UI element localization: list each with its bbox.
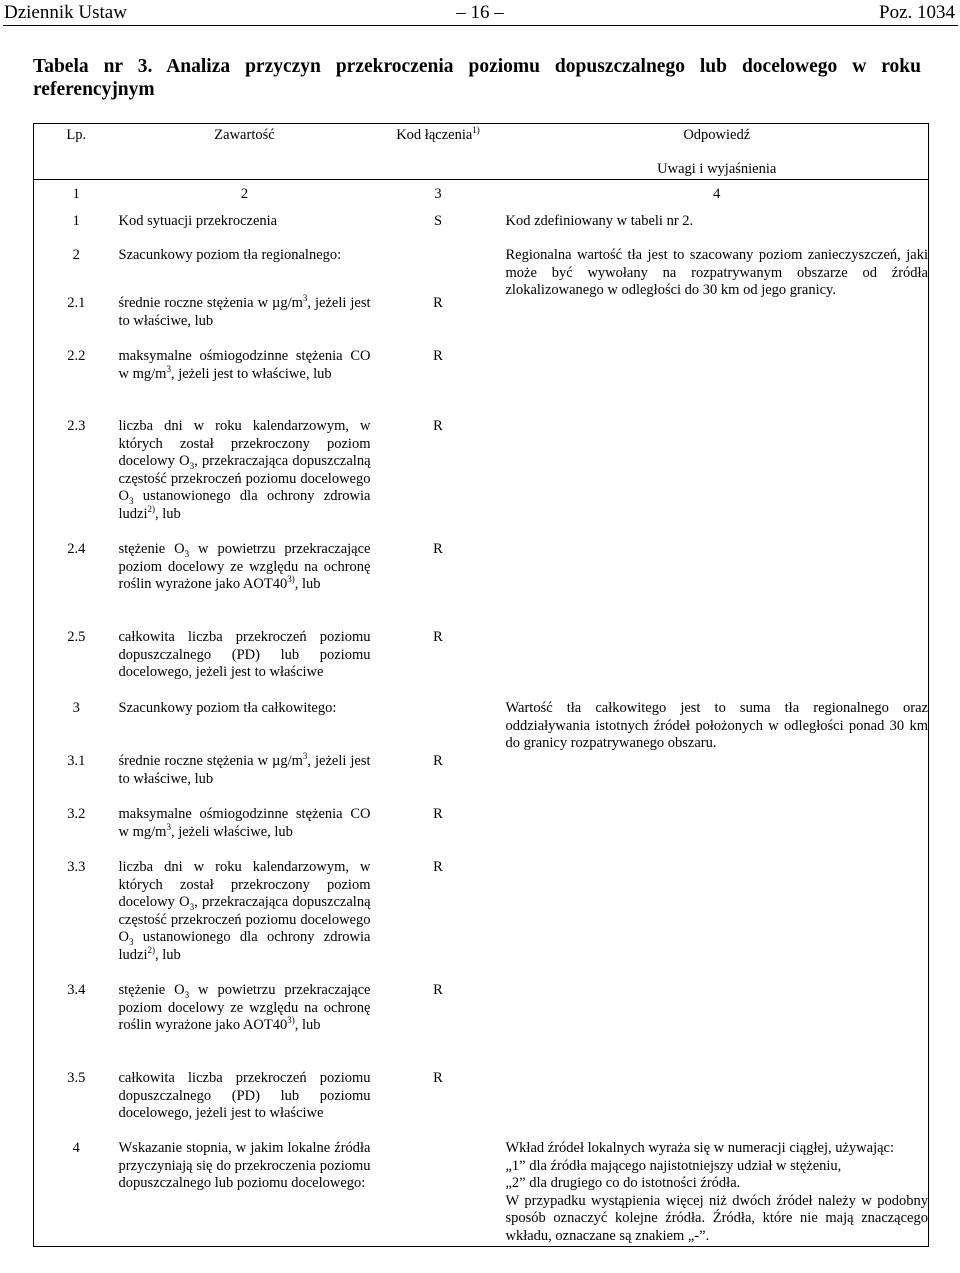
table-row bbox=[34, 418, 929, 541]
row-lp: 2 bbox=[72, 247, 80, 263]
row-lp: 3 bbox=[72, 700, 80, 716]
analysis-table bbox=[33, 123, 929, 1247]
row-code: R bbox=[433, 541, 443, 557]
row-lp: 2.4 bbox=[67, 541, 86, 557]
row-answer: Wartość tła całkowitego jest to suma tła regionalnego oraz oddziaływania istotnych źródeł położonych w odległości ponad 30 km do granicy rozpatrywanego obszaru. bbox=[505, 700, 928, 751]
row-content: Szacunkowy poziom tła całkowitego: bbox=[118, 700, 337, 716]
table-row bbox=[34, 1140, 929, 1247]
row-lp: 3.3 bbox=[67, 859, 86, 875]
row-answer: Wkład źródeł lokalnych wyraża się w numeracji ciągłej, używając: „1” dla źródła mającego najistotniejszy udział w stężeniu, „2” dla drugiego co do istotności źródła. W przypadku wystąpienia więcej niż dwóch źródeł należy w podobny sposób oznaczyć kolejne źródła. Źródła, które nie mają znaczącego wkładu, oznaczane są znakiem „-”. bbox=[505, 1140, 928, 1244]
header-answer: Odpowiedź Uwagi i wyjaśnienia bbox=[657, 127, 777, 177]
row-content: Szacunkowy poziom tła regionalnego: bbox=[118, 247, 342, 263]
row-content: średnie roczne stężenia w $\mu g/m^3$, jeżeli jest to właściwe, lub bbox=[118, 293, 371, 329]
table-title: Tabela nr 3. Analiza przyczyn przekroczenia poziomu dopuszczalnego lub docelowego w roku referencyjnym bbox=[33, 56, 921, 100]
row-lp: 2.2 bbox=[67, 348, 86, 364]
colnum-4: 4 bbox=[713, 186, 721, 202]
table-row bbox=[34, 541, 929, 629]
row-lp: 2.1 bbox=[67, 295, 86, 311]
header-code: Kod łączenia$^{1)}$ bbox=[396, 125, 480, 143]
table-row bbox=[34, 859, 929, 982]
row-lp: 3.5 bbox=[67, 1070, 86, 1086]
row-lp: 3.4 bbox=[67, 982, 86, 998]
table-row bbox=[34, 348, 929, 418]
table-row bbox=[34, 629, 929, 700]
row-lp: 3.2 bbox=[67, 806, 86, 822]
position-number: Poz. 1034 bbox=[879, 2, 955, 23]
row-content: liczba dni w roku kalendarzowym, w których został przekroczony poziom docelowy $O_3$, przekraczająca dopuszczalną częstość przekroczeń poziomu docelowego $O_3$ ustanowionego dla ochrony zdrowia ludzi$^{2)}$, lub bbox=[118, 418, 371, 522]
table-row bbox=[34, 982, 929, 1070]
row-lp: 2.3 bbox=[67, 418, 86, 434]
row-lp: 2.5 bbox=[67, 629, 86, 645]
colnum-3: 3 bbox=[434, 186, 442, 202]
row-content: liczba dni w roku kalendarzowym, w których został przekroczony poziom docelowy $O_3$, przekraczająca dopuszczalną częstość przekroczeń poziomu docelowego $O_3$ ustanowionego dla ochrony zdrowia ludzi$^{2)}$, lub bbox=[118, 859, 371, 963]
table-row bbox=[34, 1070, 929, 1140]
row-code: R bbox=[433, 348, 443, 364]
row-content: stężenie $O_3$ w powietrzu przekraczające poziom docelowy ze względu na ochronę roślin wyrażone jako AOT40$^{3)}$, lub bbox=[118, 541, 371, 592]
colnum-1: 1 bbox=[72, 186, 80, 202]
row-answer: Regionalna wartość tła jest to szacowany poziom zanieczyszczeń, jaki może być wywołany na rozpatrywanym obszarze od źródła zlokalizowanego w odległości do 30 km od jego granicy. bbox=[505, 247, 928, 298]
table-row bbox=[34, 806, 929, 859]
row-code: R bbox=[433, 295, 443, 311]
row-code: R bbox=[433, 753, 443, 769]
row-code: R bbox=[433, 1070, 443, 1086]
row-code: S bbox=[433, 213, 443, 229]
table-row bbox=[34, 753, 929, 806]
row-code: R bbox=[433, 629, 443, 645]
row-answer: Kod zdefiniowany w tabeli nr 2. bbox=[505, 213, 694, 229]
journal-name: Dziennik Ustaw bbox=[4, 2, 127, 23]
row-content: całkowita liczba przekroczeń poziomu dopuszczalnego (PD) lub poziomu docelowego, jeżeli jest to właściwe bbox=[118, 629, 371, 680]
row-code: R bbox=[433, 418, 443, 434]
row-content: średnie roczne stężenia w $\mu g/m^3$, jeżeli jest to właściwe, lub bbox=[118, 751, 371, 787]
header-rule bbox=[3, 25, 958, 26]
row-code: R bbox=[433, 982, 443, 998]
row-content: całkowita liczba przekroczeń poziomu dopuszczalnego (PD) lub poziomu docelowego, jeżeli jest to właściwe bbox=[118, 1070, 371, 1121]
colnum-2: 2 bbox=[240, 186, 249, 202]
row-content: maksymalne ośmiogodzinne stężenia CO w $mg/m^3$, jeżeli jest to właściwe, lub bbox=[118, 348, 371, 382]
table-header-row bbox=[34, 124, 929, 180]
row-content: Kod sytuacji przekroczenia bbox=[118, 213, 278, 229]
table-row bbox=[34, 700, 929, 753]
row-lp: 4 bbox=[72, 1140, 80, 1156]
row-code: R bbox=[433, 806, 443, 822]
row-content: stężenie $O_3$ w powietrzu przekraczające poziom docelowy ze względu na ochronę roślin wyrażone jako AOT40$^{3)}$, lub bbox=[118, 982, 371, 1033]
row-lp: 3.1 bbox=[67, 753, 86, 769]
column-number-row bbox=[34, 180, 929, 209]
row-code bbox=[371, 1140, 506, 1247]
row-code: R bbox=[433, 859, 443, 875]
header-lp: Lp. bbox=[66, 127, 87, 143]
page-number: – 16 – bbox=[456, 2, 504, 23]
table-row bbox=[34, 208, 929, 241]
header-content: Zawartość bbox=[214, 127, 275, 143]
row-lp: 1 bbox=[72, 213, 80, 229]
row-content: Wskazanie stopnia, w jakim lokalne źródła przyczyniają się do przekroczenia poziomu dopuszczalnego lub poziomu docelowego: bbox=[118, 1140, 371, 1191]
row-content: maksymalne ośmiogodzinne stężenia CO w $mg/m^3$, jeżeli właściwe, lub bbox=[118, 806, 371, 840]
table-row bbox=[34, 241, 929, 295]
